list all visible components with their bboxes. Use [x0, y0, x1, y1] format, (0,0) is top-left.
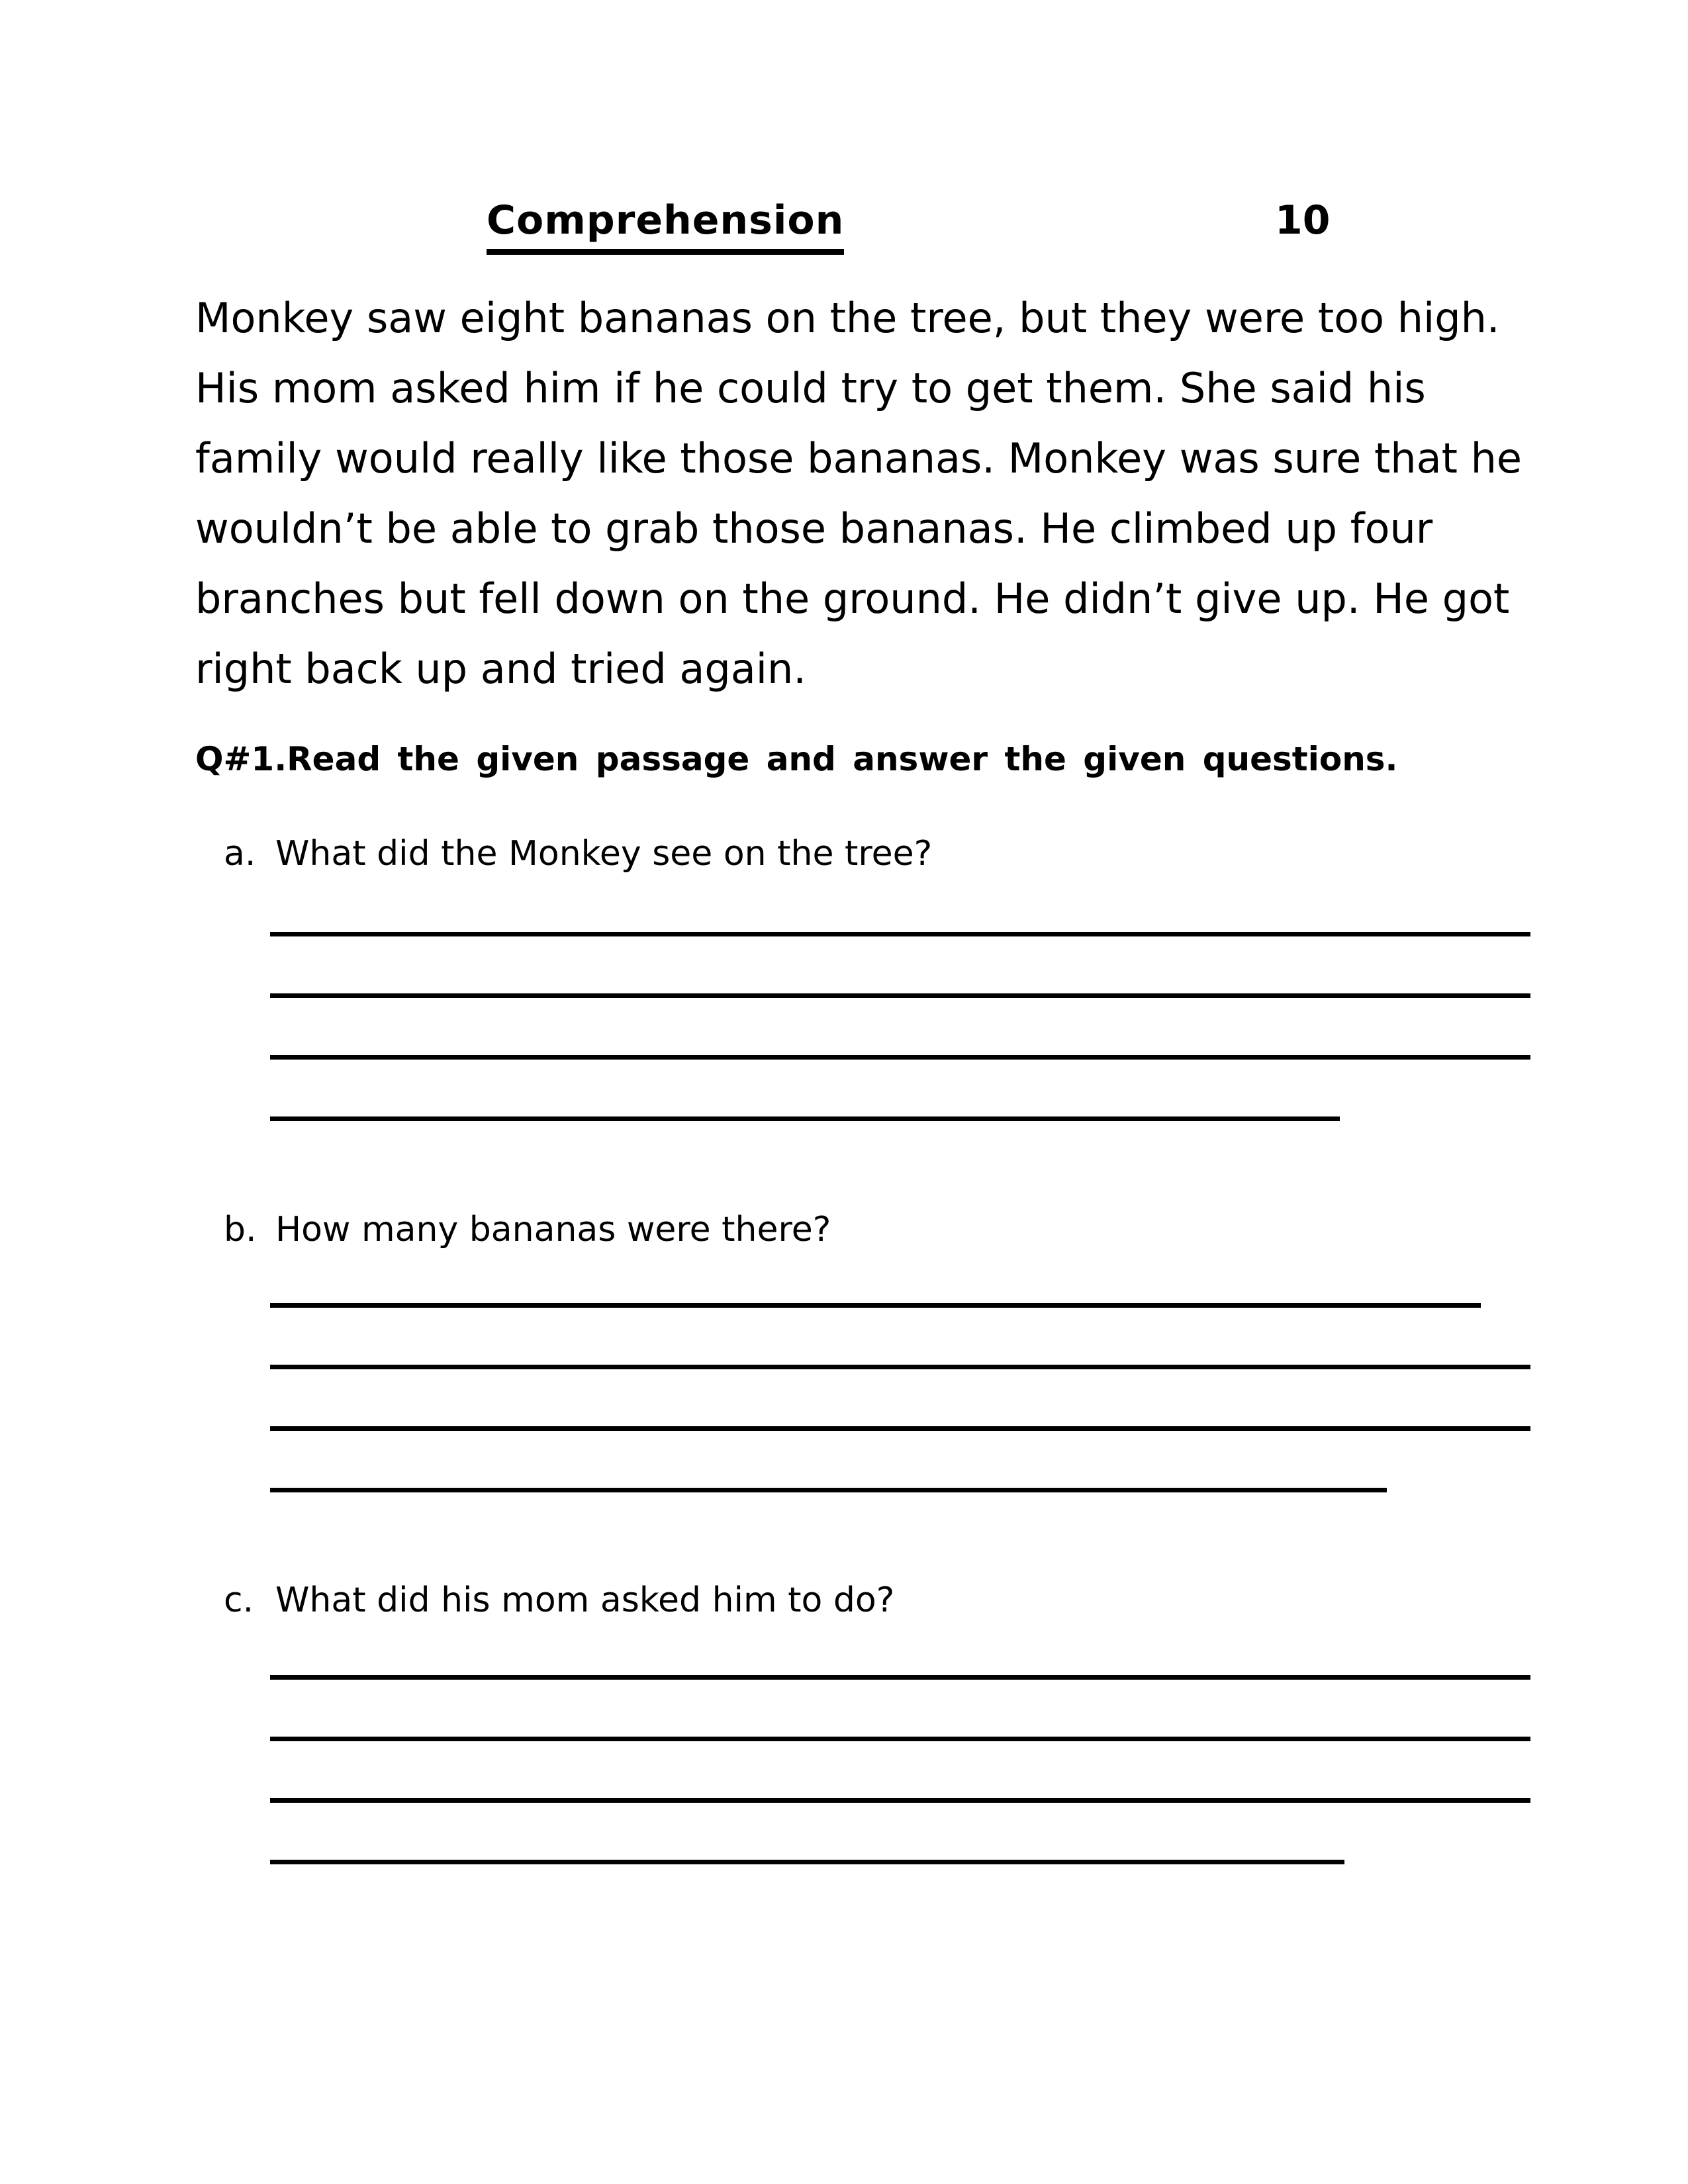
answer-blank-line: [270, 1116, 1340, 1121]
answer-blank-line: [270, 1303, 1481, 1308]
question-text-c: What did his mom asked him to do?: [275, 1580, 895, 1620]
question-item-c: [0, 1580, 1688, 1633]
answer-blank-line: [270, 1860, 1344, 1864]
answer-blank-line: [270, 932, 1530, 936]
question-item-a: [0, 834, 1688, 887]
passage-line-2: His mom asked him if he could try to get them. She said his: [195, 364, 1426, 412]
answer-blank-line: [270, 993, 1530, 998]
passage-line-5: branches but fell down on the ground. He didn’t give up. He got: [195, 574, 1510, 623]
passage-line-3: family would really like those bananas. Monkey was sure that he: [195, 434, 1523, 482]
answer-area-a: [270, 932, 1530, 1178]
answer-area-b: [270, 1303, 1530, 1549]
page-number: 10: [1275, 197, 1331, 244]
passage-line-4: wouldn’t be able to grab those bananas. He climbed up four: [195, 504, 1433, 553]
answer-blank-line: [270, 1798, 1530, 1803]
answer-blank-line: [270, 1488, 1387, 1492]
question-item-b: [0, 1210, 1688, 1263]
question-label-c: c.: [224, 1580, 254, 1620]
question-heading: Q#1.Read the given passage and answer the given questions.: [195, 740, 1398, 778]
answer-area-c: [270, 1675, 1530, 1921]
question-label-b: b.: [224, 1210, 257, 1250]
answer-blank-line: [270, 1675, 1530, 1680]
question-text-b: How many bananas were there?: [275, 1210, 831, 1250]
question-text-a: What did the Monkey see on the tree?: [275, 834, 933, 874]
passage-line-1: Monkey saw eight bananas on the tree, but they were too high.: [195, 294, 1500, 342]
reading-passage: [195, 283, 1652, 704]
answer-blank-line: [270, 1426, 1530, 1431]
answer-blank-line: [270, 1737, 1530, 1741]
answer-blank-line: [270, 1365, 1530, 1369]
passage-line-6: right back up and tried again.: [195, 645, 806, 693]
answer-blank-line: [270, 1055, 1530, 1060]
page-title: Comprehension: [487, 197, 844, 255]
question-label-a: a.: [224, 834, 256, 874]
